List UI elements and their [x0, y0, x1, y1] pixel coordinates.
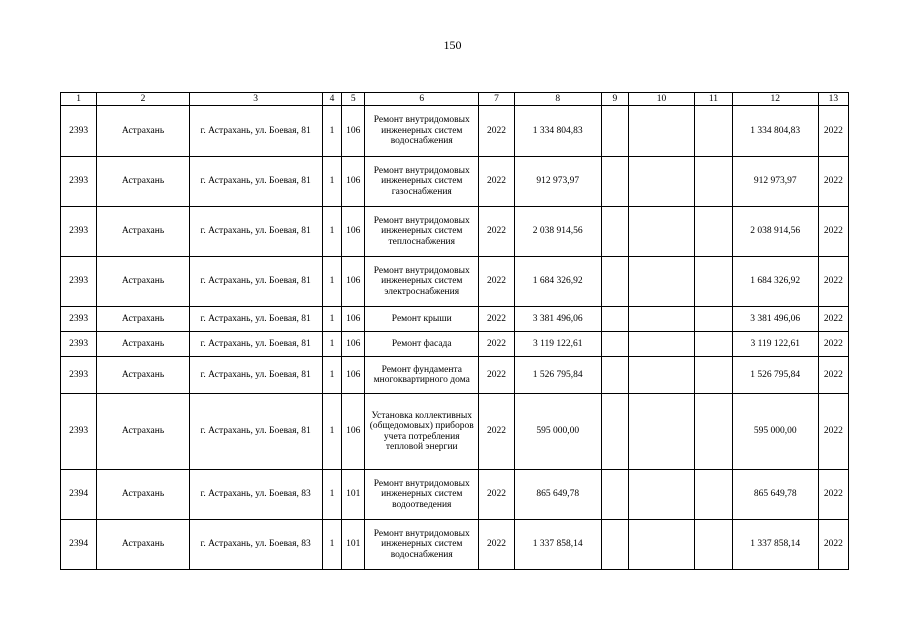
page-number: 150 — [443, 38, 462, 52]
cell-city: Астрахань — [97, 157, 189, 207]
cell-col11 — [695, 357, 732, 394]
cell-cost: 1 684 326,92 — [514, 257, 601, 307]
cell-col12: 1 684 326,92 — [732, 257, 818, 307]
cell-col13: 2022 — [818, 332, 848, 357]
cell-col5: 106 — [342, 106, 365, 157]
cell-address: г. Астрахань, ул. Боевая, 81 — [189, 106, 322, 157]
cell-house-id: 2394 — [61, 520, 97, 570]
cell-col4: 1 — [322, 394, 342, 470]
cell-house-id: 2393 — [61, 257, 97, 307]
column-header: 10 — [628, 93, 694, 106]
table-row — [61, 106, 849, 157]
cell-col13: 2022 — [818, 520, 848, 570]
cell-work-type: Ремонт внутридомовых инженерных систем водоснабжения — [365, 106, 479, 157]
cell-house-id: 2393 — [61, 106, 97, 157]
cell-col12: 595 000,00 — [732, 394, 818, 470]
cell-city: Астрахань — [97, 357, 189, 394]
cell-col13: 2022 — [818, 106, 848, 157]
cell-year: 2022 — [479, 357, 514, 394]
cell-work-type: Установка коллективных (общедомовых) приборов учета потребления тепловой энергии — [365, 394, 479, 470]
column-header: 5 — [342, 93, 365, 106]
cell-col5: 106 — [342, 332, 365, 357]
cell-col9 — [601, 257, 628, 307]
cell-col4: 1 — [322, 157, 342, 207]
cell-col13: 2022 — [818, 470, 848, 520]
cell-col12: 3 381 496,06 — [732, 307, 818, 332]
cell-house-id: 2393 — [61, 157, 97, 207]
table-body — [61, 106, 849, 570]
cell-city: Астрахань — [97, 470, 189, 520]
cell-cost: 865 649,78 — [514, 470, 601, 520]
cell-year: 2022 — [479, 470, 514, 520]
cell-address: г. Астрахань, ул. Боевая, 81 — [189, 394, 322, 470]
cell-house-id: 2393 — [61, 332, 97, 357]
cell-col4: 1 — [322, 357, 342, 394]
column-header: 13 — [818, 93, 848, 106]
table-row — [61, 394, 849, 470]
cell-col11 — [695, 207, 732, 257]
cell-cost: 595 000,00 — [514, 394, 601, 470]
cell-cost: 1 526 795,84 — [514, 357, 601, 394]
cell-col12: 3 119 122,61 — [732, 332, 818, 357]
cell-col13: 2022 — [818, 394, 848, 470]
column-header: 4 — [322, 93, 342, 106]
cell-city: Астрахань — [97, 257, 189, 307]
cell-col9 — [601, 520, 628, 570]
cell-year: 2022 — [479, 332, 514, 357]
cell-city: Астрахань — [97, 207, 189, 257]
cell-year: 2022 — [479, 157, 514, 207]
table-row — [61, 470, 849, 520]
column-header: 9 — [601, 93, 628, 106]
cell-house-id: 2393 — [61, 207, 97, 257]
cell-year: 2022 — [479, 394, 514, 470]
cell-col12: 1 337 858,14 — [732, 520, 818, 570]
cell-col13: 2022 — [818, 207, 848, 257]
cell-col12: 1 334 804,83 — [732, 106, 818, 157]
cell-work-type: Ремонт фундамента многоквартирного дома — [365, 357, 479, 394]
cell-col5: 106 — [342, 257, 365, 307]
cell-col4: 1 — [322, 207, 342, 257]
cell-col12: 865 649,78 — [732, 470, 818, 520]
cell-col10 — [628, 157, 694, 207]
cell-work-type: Ремонт внутридомовых инженерных систем электроснабжения — [365, 257, 479, 307]
cell-col5: 101 — [342, 520, 365, 570]
cell-address: г. Астрахань, ул. Боевая, 83 — [189, 470, 322, 520]
cell-city: Астрахань — [97, 106, 189, 157]
cell-cost: 912 973,97 — [514, 157, 601, 207]
cell-city: Астрахань — [97, 332, 189, 357]
cell-address: г. Астрахань, ул. Боевая, 81 — [189, 357, 322, 394]
table-row — [61, 332, 849, 357]
table-row — [61, 357, 849, 394]
cell-col10 — [628, 207, 694, 257]
cell-col13: 2022 — [818, 157, 848, 207]
column-header: 1 — [61, 93, 97, 106]
cell-col11 — [695, 520, 732, 570]
cell-address: г. Астрахань, ул. Боевая, 81 — [189, 157, 322, 207]
cell-col4: 1 — [322, 470, 342, 520]
header-row — [61, 93, 849, 106]
cell-col5: 106 — [342, 207, 365, 257]
cell-col12: 2 038 914,56 — [732, 207, 818, 257]
cell-year: 2022 — [479, 307, 514, 332]
cell-address: г. Астрахань, ул. Боевая, 83 — [189, 520, 322, 570]
cell-house-id: 2393 — [61, 394, 97, 470]
table-row — [61, 157, 849, 207]
cell-house-id: 2394 — [61, 470, 97, 520]
cell-col11 — [695, 157, 732, 207]
cell-col11 — [695, 394, 732, 470]
table-row — [61, 207, 849, 257]
cell-col10 — [628, 394, 694, 470]
column-header: 12 — [732, 93, 818, 106]
cell-col11 — [695, 332, 732, 357]
cell-col13: 2022 — [818, 257, 848, 307]
cell-work-type: Ремонт внутридомовых инженерных систем газоснабжения — [365, 157, 479, 207]
cell-cost: 1 337 858,14 — [514, 520, 601, 570]
column-header: 3 — [189, 93, 322, 106]
cell-year: 2022 — [479, 207, 514, 257]
cell-work-type: Ремонт фасада — [365, 332, 479, 357]
cell-col9 — [601, 470, 628, 520]
cell-col5: 106 — [342, 357, 365, 394]
cell-address: г. Астрахань, ул. Боевая, 81 — [189, 332, 322, 357]
cell-col4: 1 — [322, 307, 342, 332]
cell-work-type: Ремонт внутридомовых инженерных систем теплоснабжения — [365, 207, 479, 257]
cell-year: 2022 — [479, 106, 514, 157]
cell-col9 — [601, 394, 628, 470]
cell-col10 — [628, 257, 694, 307]
cell-col5: 106 — [342, 157, 365, 207]
table-row — [61, 257, 849, 307]
cell-year: 2022 — [479, 257, 514, 307]
cell-col10 — [628, 470, 694, 520]
cell-city: Астрахань — [97, 307, 189, 332]
cell-col9 — [601, 332, 628, 357]
cell-col4: 1 — [322, 332, 342, 357]
cell-work-type: Ремонт внутридомовых инженерных систем водоснабжения — [365, 520, 479, 570]
cell-cost: 3 381 496,06 — [514, 307, 601, 332]
cell-col11 — [695, 307, 732, 332]
cell-col12: 912 973,97 — [732, 157, 818, 207]
cell-col9 — [601, 106, 628, 157]
cell-col4: 1 — [322, 257, 342, 307]
cell-col11 — [695, 257, 732, 307]
table-row — [61, 520, 849, 570]
cell-address: г. Астрахань, ул. Боевая, 81 — [189, 257, 322, 307]
cell-col10 — [628, 357, 694, 394]
cell-house-id: 2393 — [61, 307, 97, 332]
table-row — [61, 307, 849, 332]
cell-col9 — [601, 207, 628, 257]
cell-col10 — [628, 106, 694, 157]
cell-work-type: Ремонт крыши — [365, 307, 479, 332]
column-header: 8 — [514, 93, 601, 106]
cell-col9 — [601, 157, 628, 207]
cell-address: г. Астрахань, ул. Боевая, 81 — [189, 307, 322, 332]
cell-col5: 106 — [342, 394, 365, 470]
cell-cost: 2 038 914,56 — [514, 207, 601, 257]
cell-house-id: 2393 — [61, 357, 97, 394]
cell-cost: 3 119 122,61 — [514, 332, 601, 357]
cell-col11 — [695, 470, 732, 520]
column-header: 11 — [695, 93, 732, 106]
cell-col11 — [695, 106, 732, 157]
cell-col5: 101 — [342, 470, 365, 520]
cell-col9 — [601, 357, 628, 394]
cell-city: Астрахань — [97, 520, 189, 570]
cell-col12: 1 526 795,84 — [732, 357, 818, 394]
cell-col4: 1 — [322, 520, 342, 570]
cell-city: Астрахань — [97, 394, 189, 470]
cell-col13: 2022 — [818, 357, 848, 394]
column-header: 2 — [97, 93, 189, 106]
cell-year: 2022 — [479, 520, 514, 570]
cell-col5: 106 — [342, 307, 365, 332]
cell-col9 — [601, 307, 628, 332]
column-header: 7 — [479, 93, 514, 106]
cell-address: г. Астрахань, ул. Боевая, 81 — [189, 207, 322, 257]
cell-cost: 1 334 804,83 — [514, 106, 601, 157]
cell-work-type: Ремонт внутридомовых инженерных систем водоотведения — [365, 470, 479, 520]
cell-col4: 1 — [322, 106, 342, 157]
repair-schedule-table — [60, 92, 849, 570]
cell-col10 — [628, 307, 694, 332]
column-header: 6 — [365, 93, 479, 106]
cell-col13: 2022 — [818, 307, 848, 332]
cell-col10 — [628, 332, 694, 357]
cell-col10 — [628, 520, 694, 570]
